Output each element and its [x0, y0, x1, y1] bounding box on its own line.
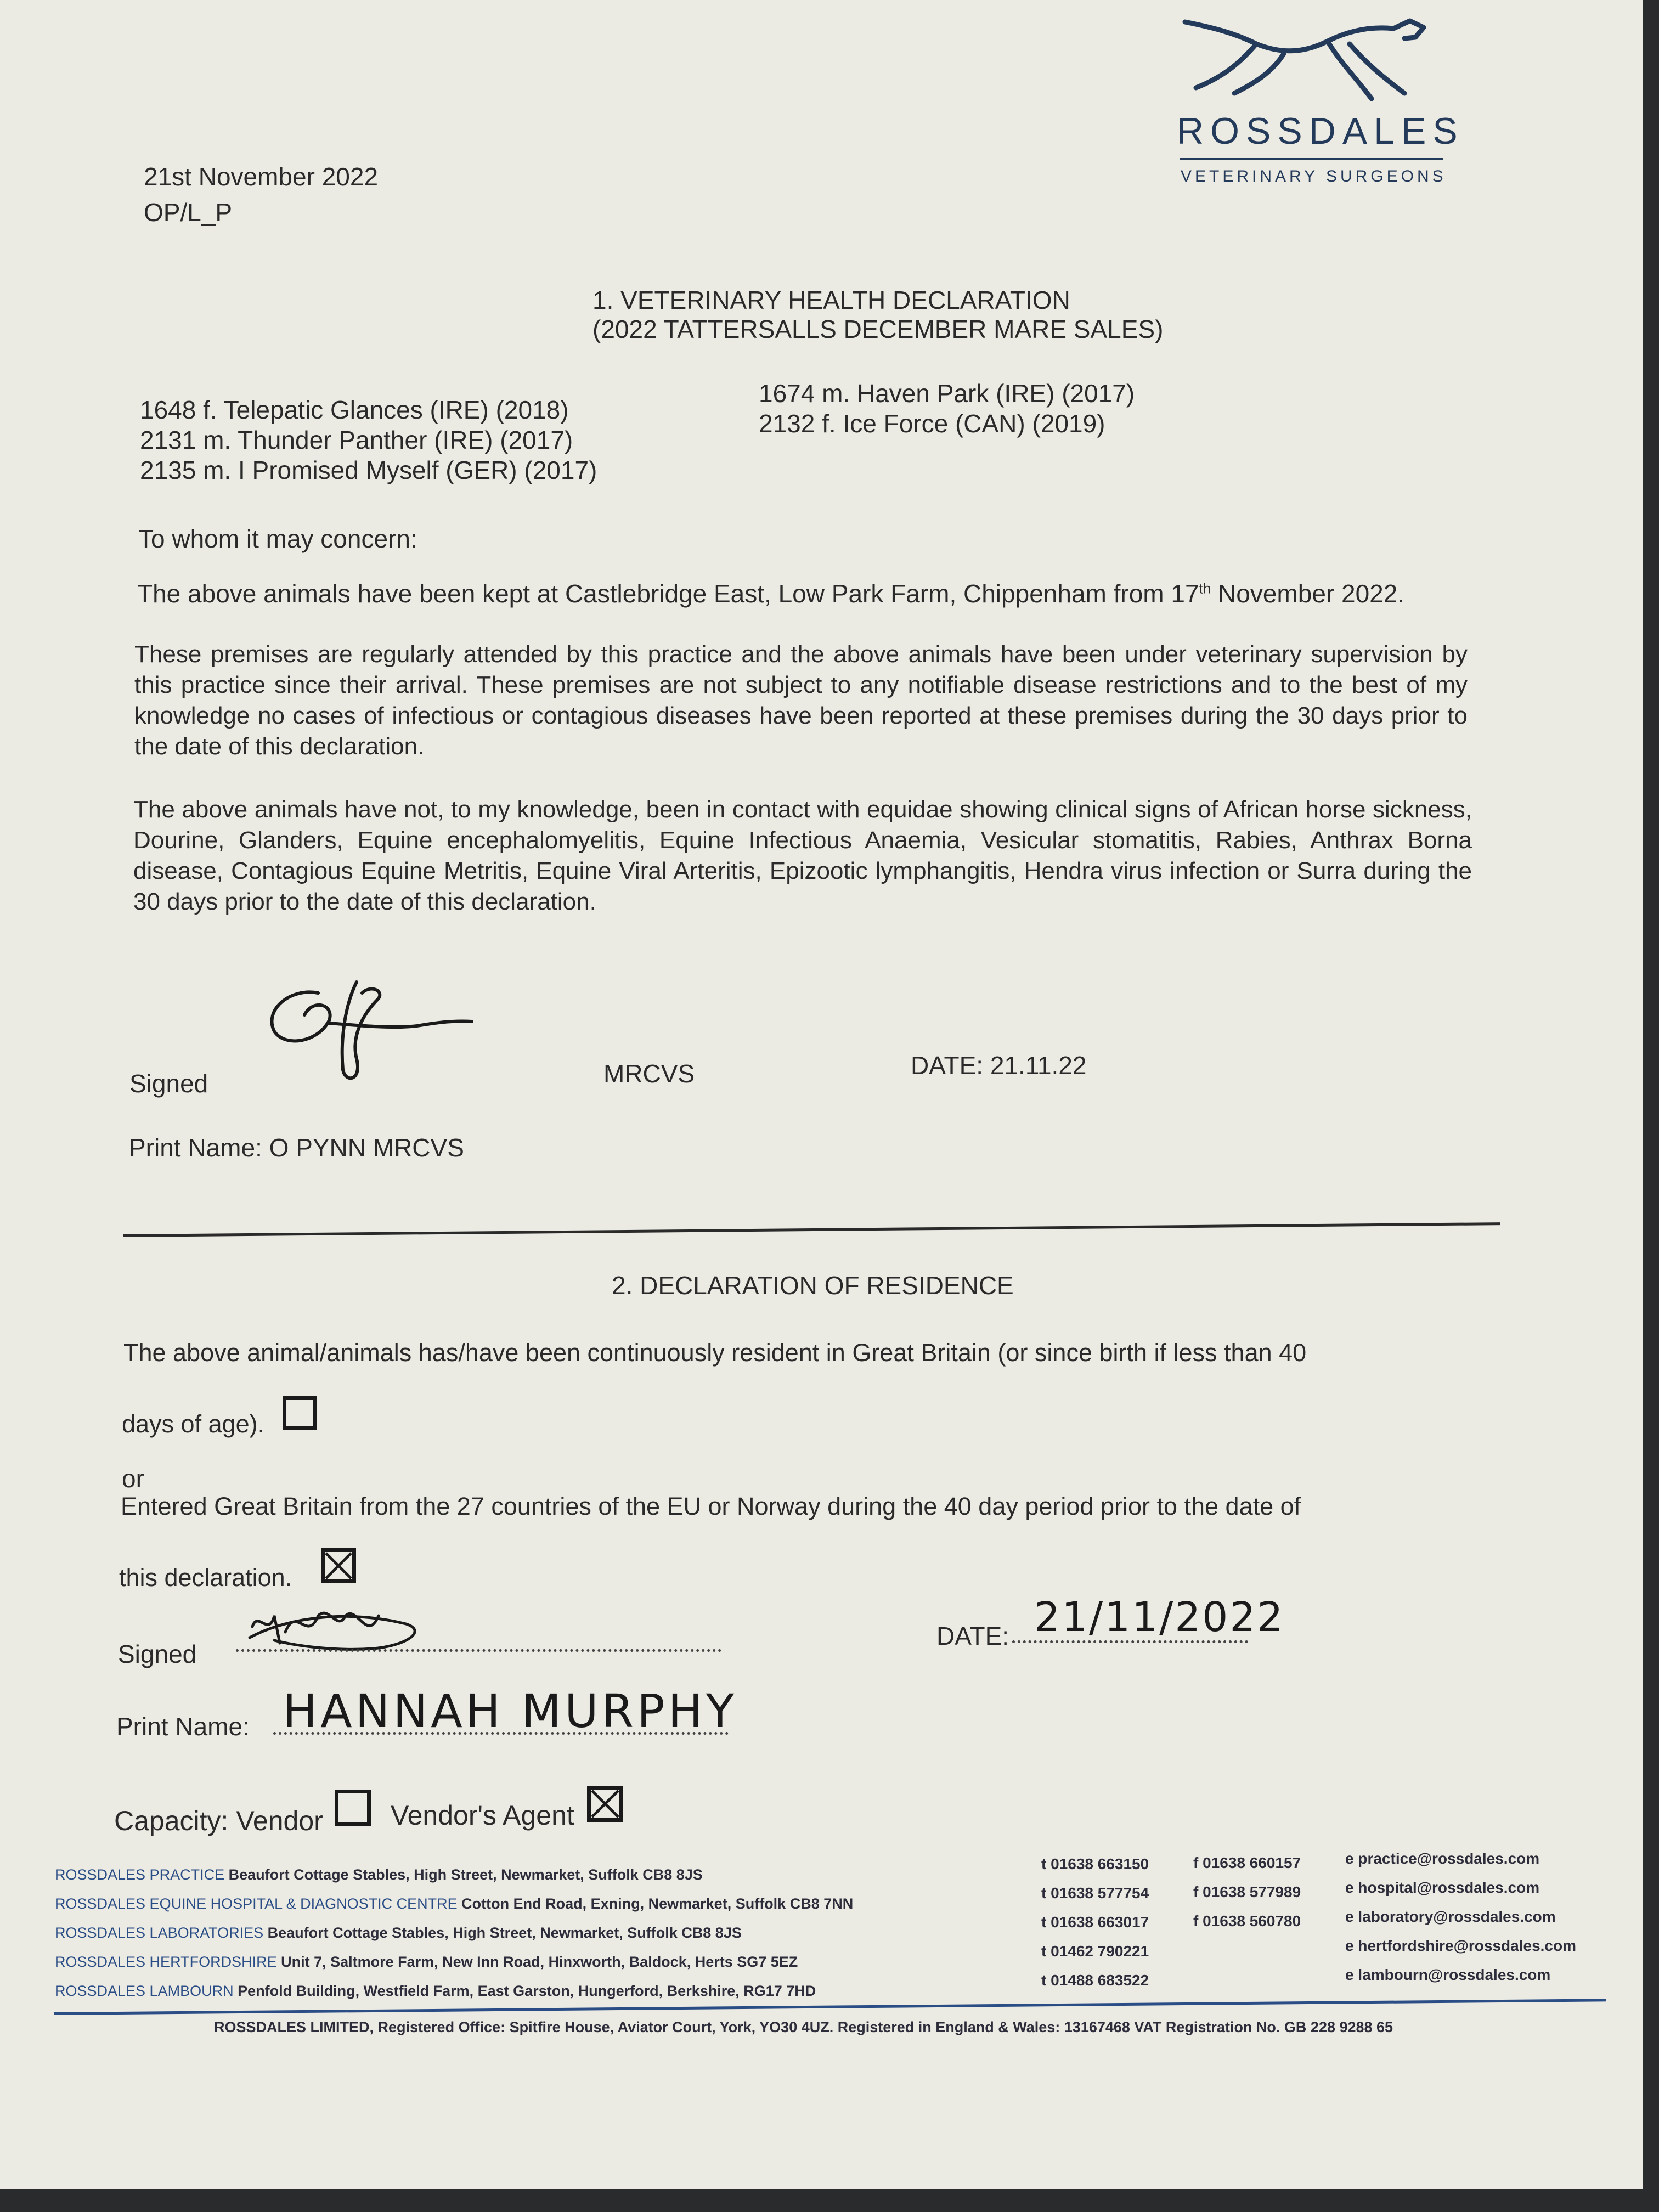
vet-declaration-date: DATE: 21.11.22	[911, 1051, 1087, 1080]
animal-entry: 2132 f. Ice Force (CAN) (2019)	[759, 409, 1105, 438]
residence-option1-line2: days of age).	[122, 1410, 265, 1438]
footer-address: Unit 7, Saltmore Farm, New Inn Road, Hinxworth, Baldock, Herts SG7 5EZ	[281, 1954, 798, 1970]
animal-entry: 2135 m. I Promised Myself (GER) (2017)	[140, 456, 597, 484]
salutation: To whom it may concern:	[138, 524, 417, 553]
agent-print-name-handwritten: HANNAH MURPHY	[283, 1684, 738, 1738]
paragraph-disease-contact: The above animals have not, to my knowledge, been in contact with equidae showing clinical signs of African horse sickness, Dourine, Glanders, Equine encephalomyelitis, Equine Infectious Anaemia, Vesicular stomatitis, Rabies, Anthrax Borna disease, Contagious Equine Metritis, Equine Viral Arteritis, Epizootic lymphangitis, Hendra virus infection or Surra during the 30 days prior to the date of this declaration.	[133, 796, 1472, 915]
footer-phone: t 01462 790221	[1041, 1943, 1149, 1960]
footer-emails	[1345, 1850, 1576, 1995]
footer-phone: t 01638 663150	[1041, 1855, 1149, 1872]
footer-row	[55, 1954, 853, 1983]
checkbox-vendor[interactable]	[335, 1790, 371, 1826]
footer-fax: f 01638 577989	[1193, 1883, 1301, 1900]
agent-print-name-label: Print Name:	[116, 1712, 250, 1741]
footer-address: Cotton End Road, Exning, Newmarket, Suffolk CB8 7NN	[461, 1895, 854, 1912]
footer-addresses	[55, 1866, 853, 2012]
checkbox-continuous-residence[interactable]	[283, 1396, 317, 1430]
footer-email: e lambourn@rossdales.com	[1345, 1966, 1551, 1983]
footer-phone: t 01638 663017	[1041, 1914, 1149, 1931]
capacity-label: Capacity: Vendor	[114, 1805, 323, 1836]
para1-text: The above animals have been kept at Castlebridge East, Low Park Farm, Chippenham from 17	[137, 579, 1199, 608]
animals-list-left	[140, 395, 597, 486]
para1-text-end: November 2022.	[1211, 579, 1405, 608]
vet-signature	[252, 971, 483, 1086]
brand-name: ROSSDALES	[1177, 110, 1464, 152]
footer-company: ROSSDALES PRACTICE	[55, 1866, 225, 1883]
residence-option2-line1: Entered Great Britain from the 27 countries of the EU or Norway during the 40 day period prior to the date of	[121, 1492, 1301, 1520]
para1-ordinal: th	[1199, 580, 1211, 597]
footer-email: e hertfordshire@rossdales.com	[1345, 1937, 1576, 1954]
footer-company: ROSSDALES EQUINE HOSPITAL & DIAGNOSTIC CENTRE	[55, 1895, 458, 1912]
letter-reference: OP/L_P	[144, 198, 233, 227]
section1-subtitle: (2022 TATTERSALLS DECEMBER MARE SALES)	[592, 315, 1164, 343]
footer-fax: f 01638 560780	[1193, 1912, 1301, 1929]
horse-logo-icon	[1174, 11, 1432, 115]
footer-phones	[1041, 1855, 1149, 2001]
footer-row	[55, 1895, 853, 1925]
animals-list-right	[759, 379, 1135, 439]
checkbox-vendors-agent[interactable]	[587, 1786, 623, 1822]
paragraph-premises-kept	[137, 579, 1404, 608]
vet-print-name: Print Name: O PYNN MRCVS	[129, 1133, 464, 1162]
footer-company: ROSSDALES HERTFORDSHIRE	[55, 1954, 277, 1970]
letter-date: 21st November 2022	[144, 162, 379, 191]
footer-company: ROSSDALES LAMBOURN	[55, 1983, 234, 1999]
or-separator: or	[122, 1464, 144, 1493]
footer-faxes	[1193, 1854, 1301, 1942]
footer-row	[55, 1925, 853, 1954]
footer-phone: t 01638 577754	[1041, 1884, 1149, 1901]
animal-entry: 2131 m. Thunder Panther (IRE) (2017)	[140, 426, 573, 454]
footer-company: ROSSDALES LABORATORIES	[55, 1925, 264, 1941]
footer-address: Beaufort Cottage Stables, High Street, Newmarket, Suffolk CB8 8JS	[267, 1925, 742, 1941]
footer-email: e laboratory@rossdales.com	[1345, 1908, 1556, 1925]
footer-fax: f 01638 660157	[1193, 1854, 1301, 1871]
signed-label-vet: Signed	[129, 1069, 208, 1098]
vendors-agent-label: Vendor's Agent	[391, 1800, 574, 1831]
footer-address: Penfold Building, Westfield Farm, East Garston, Hungerford, Berkshire, RG17 7HD	[238, 1983, 816, 1999]
checkbox-entered-from-eu[interactable]	[321, 1548, 356, 1583]
brand-divider	[1180, 158, 1443, 160]
footer-email: e practice@rossdales.com	[1345, 1850, 1540, 1867]
paragraph-supervision: These premises are regularly attended by this practice and the above animals have been under veterinary supervision by this practice since their arrival. These premises are not subject to any notifiable disease restrictions and to the best of my knowledge no cases of infectious or contagious diseases have been reported at these premises during the 30 days prior to the date of this declaration.	[134, 641, 1468, 760]
section-divider	[123, 1222, 1500, 1237]
residence-option2-line2: this declaration.	[119, 1564, 292, 1592]
agent-date-label: DATE:	[936, 1622, 1009, 1650]
footer-email: e hospital@rossdales.com	[1345, 1879, 1540, 1896]
agent-signature-line	[236, 1649, 721, 1652]
agent-date-handwritten: 21/11/2022	[1034, 1594, 1285, 1641]
mrcvs-label: MRCVS	[603, 1059, 695, 1088]
animal-entry: 1648 f. Telepatic Glances (IRE) (2018)	[140, 396, 569, 424]
section2-title: 2. DECLARATION OF RESIDENCE	[612, 1271, 1014, 1300]
footer-row	[55, 1866, 853, 1895]
section1-title: 1. VETERINARY HEALTH DECLARATION	[592, 286, 1070, 314]
signed-label-agent: Signed	[118, 1640, 197, 1668]
animal-entry: 1674 m. Haven Park (IRE) (2017)	[759, 379, 1135, 408]
footer-phone: t 01488 683522	[1041, 1972, 1149, 1989]
footer-address: Beaufort Cottage Stables, High Street, Newmarket, Suffolk CB8 8JS	[228, 1866, 703, 1883]
residence-option1-line1: The above animal/animals has/have been continuously resident in Great Britain (or since birth if less than 40	[123, 1339, 1307, 1367]
footer-registered-office: ROSSDALES LIMITED, Registered Office: Spitfire House, Aviator Court, York, YO30 4UZ. Registered in England & Wales: 13167468 VAT Registration No. GB 228 9288 65	[214, 2019, 1393, 2035]
brand-tagline: VETERINARY SURGEONS	[1181, 167, 1447, 185]
